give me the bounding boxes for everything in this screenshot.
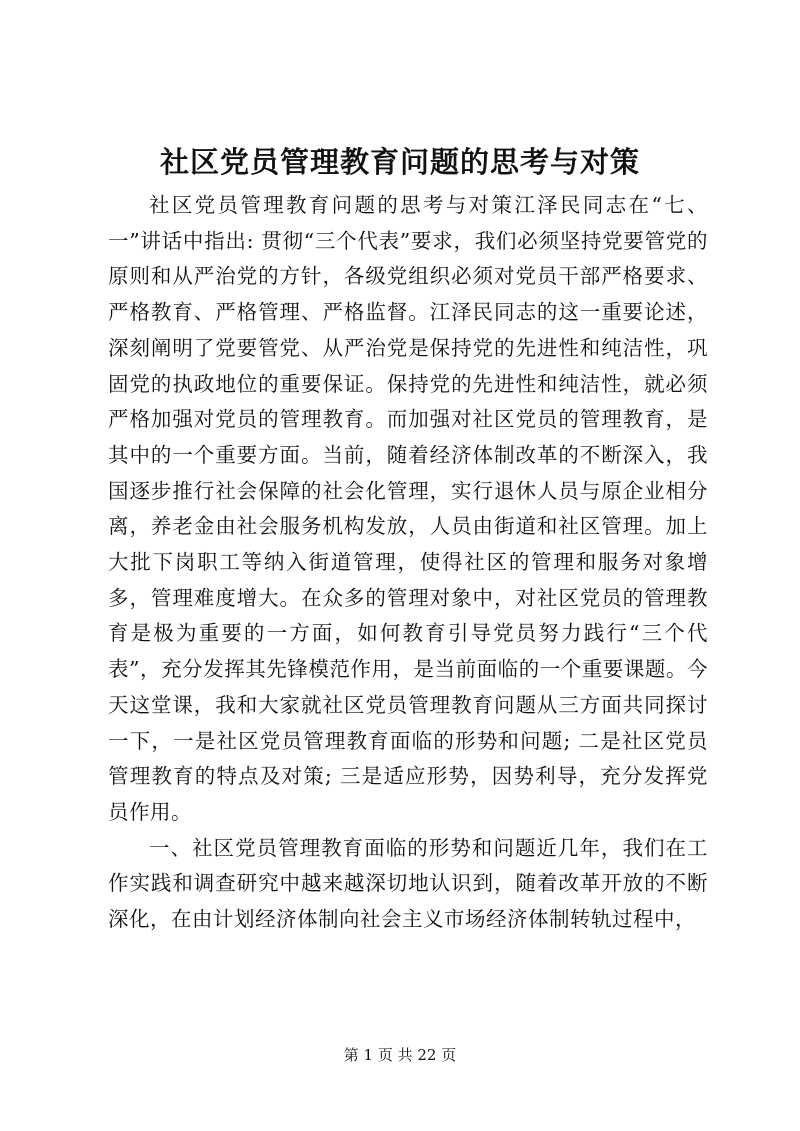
body-paragraph: 一、社区党员管理教育面临的形势和问题近几年，我们在工作实践和调查研究中越来越深切地认识到，随着改革开放的不断深化，在由计划经济体制向社会主义市场经济体制转轨过程中， [108,835,708,932]
body-paragraph: 社区党员管理教育问题的思考与对策江泽民同志在“七、一”讲话中指出: 贯彻“三个代表”要求，我们必须坚持党要管党的原则和从严治党的方针，各级党组织必须对党员干部严格要求、严格教育、严格管理、严格监督。江泽民同志的这一重要论述，深刻阐明了党要管党、从严治党是保持党的先进性和纯洁性，巩固党的执政地位的重要保证。保持党的先进性和纯洁性，就必须严格加强对党员的管理教育。而加强对社区党员的管理教育，是其中的一个重要方面。当前，随着经济体制改革的不断深入，我国逐步推行社会保障的社会化管理，实行退休人员与原企业相分离，养老金由社会服务机构发放，人员由街道和社区管理。加上大批下岗职工等纳入街道管理，使得社区的管理和服务对象增多，管理难度增大。在众多的管理对象中，对社区党员的管理教育是极为重要的一方面，如何教育引导党员努力践行“三个代表”，充分发挥其先锋模范作用，是当前面临的一个重要课题。今天这堂课，我和大家就社区党员管理教育问题从三方面共同探讨一下，一是社区党员管理教育面临的形势和问题; 二是社区党员管理教育的特点及对策; 三是适应形势，因势利导，充分发挥党员作用。 [108,193,708,824]
page-footer: 第 1 页 共 22 页 [343,1046,457,1064]
document-body [108,188,708,938]
document-title: 社区党员管理教育问题的思考与对策 [159,145,640,179]
